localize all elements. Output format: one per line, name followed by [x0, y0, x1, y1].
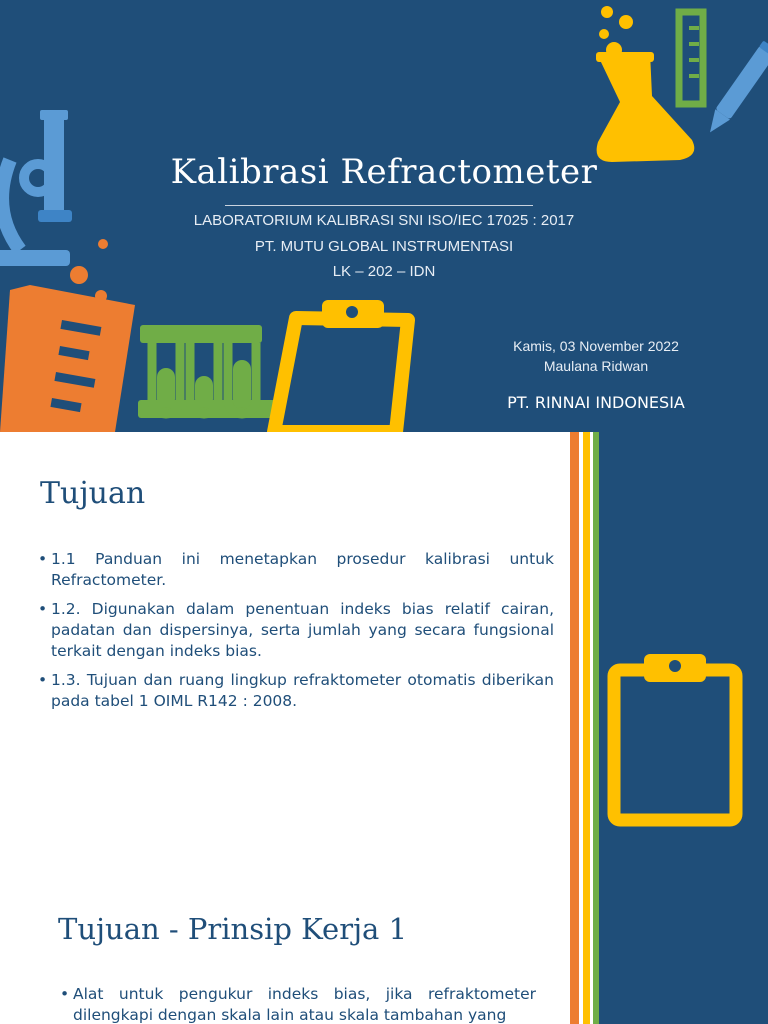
slide-title: Tujuan [40, 476, 146, 511]
prinsip-kerja-slide [0, 864, 768, 1024]
tujuan-slide [0, 432, 768, 864]
side-panel [599, 864, 768, 1024]
bubble-icon [599, 29, 609, 39]
bullet-list [38, 549, 554, 720]
bullet-text: 1.2. Digunakan dalam penentuan indeks bias relatif cairan, padatan dan dispersinya, serta jumlah yang secara fungsional terkait dengan indeks bias. [51, 600, 554, 660]
clipboard-icon [274, 300, 408, 432]
bullet-marker: • [60, 985, 70, 1003]
bullet-text: 1.3. Tujuan dan ruang lingkup refraktometer otomatis diberikan pada tabel 1 OIML R142 : 2008. [51, 671, 554, 710]
list-item [38, 599, 554, 662]
list-item [38, 670, 554, 712]
lab-company-line: PT. MUTU GLOBAL INSTRUMENTASI [254, 238, 514, 255]
list-item [60, 984, 536, 1024]
accent-stripe-orange [570, 432, 579, 864]
bubble-icon [601, 6, 613, 18]
bullet-marker: • [38, 671, 48, 689]
bubble-icon [619, 15, 633, 29]
accent-stripe-yellow [583, 864, 590, 1024]
lab-code-line: LK – 202 – IDN [332, 263, 436, 280]
title-slide [0, 0, 768, 432]
bullet-text: Alat untuk pengukur indeks bias, jika refraktometer dilengkapi dengan skala lain atau skala tambahan yang [73, 985, 536, 1024]
beaker-icon [0, 285, 135, 432]
list-item [38, 549, 554, 591]
title-divider [225, 205, 533, 206]
presentation-date: Kamis, 03 November 2022 [513, 338, 679, 354]
client-company: PT. RINNAI INDONESIA [507, 393, 685, 412]
bullet-list [60, 984, 536, 1024]
clipboard-icon [606, 640, 744, 828]
lab-accreditation-line: LABORATORIUM KALIBRASI SNI ISO/IEC 17025 : 2017 [193, 212, 575, 229]
presentation-title: Kalibrasi Refractometer [170, 152, 598, 192]
accent-stripe-orange [570, 864, 579, 1024]
accent-stripe-yellow [583, 432, 590, 864]
bullet-marker: • [38, 600, 48, 618]
test-tubes-icon [138, 325, 280, 418]
slide-title: Tujuan - Prinsip Kerja 1 [58, 912, 408, 946]
bullet-text: 1.1 Panduan ini menetapkan prosedur kalibrasi untuk Refractometer. [51, 550, 554, 589]
presenter-name: Maulana Ridwan [543, 358, 649, 374]
ruler-icon [679, 12, 703, 104]
pencil-icon [703, 40, 768, 137]
bullet-marker: • [38, 550, 48, 568]
